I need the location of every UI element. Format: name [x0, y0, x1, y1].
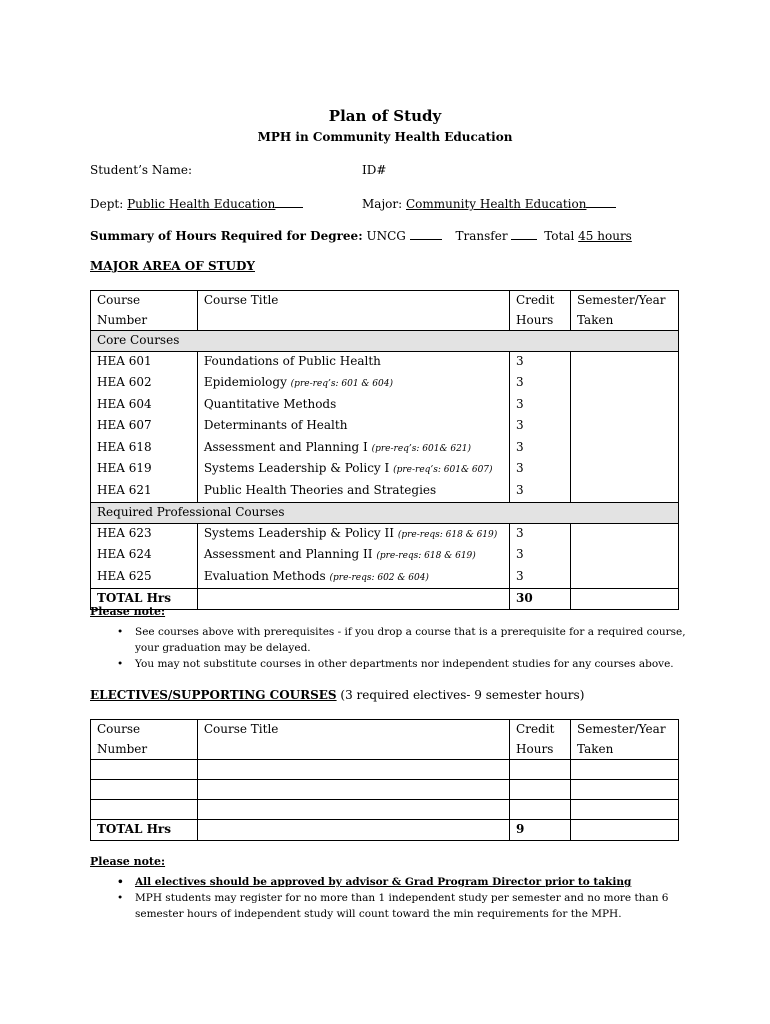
- course-title-cell: [197, 395, 509, 417]
- dept-value: Public Health Education: [127, 197, 276, 211]
- cell[interactable]: [571, 780, 679, 800]
- course-row: [91, 567, 679, 589]
- cell[interactable]: [510, 780, 571, 800]
- course-title-cell: [197, 438, 509, 460]
- course-title-cell: [197, 351, 509, 373]
- transfer-label: Transfer: [455, 229, 508, 243]
- cell[interactable]: [91, 780, 198, 800]
- total-value: 30: [510, 589, 571, 610]
- course-semester[interactable]: [570, 567, 678, 589]
- total-empty: [570, 589, 678, 610]
- elective-blank-row: [91, 800, 679, 820]
- course-title: Assessment and Planning II: [203, 547, 377, 561]
- dept-blank: [275, 195, 303, 208]
- course-number: HEA 604: [91, 395, 198, 417]
- major-value: Community Health Education: [406, 197, 587, 211]
- course-number: HEA 601: [91, 351, 198, 373]
- electives-table: [90, 719, 679, 841]
- course-prereq: (pre-reqs: 618 & 619): [376, 551, 476, 561]
- course-credits: 3: [510, 373, 571, 395]
- course-prereq: (pre-req’s: 601& 607): [393, 465, 493, 475]
- course-credits: 3: [510, 416, 571, 438]
- student-id-label: ID#: [362, 163, 387, 177]
- list-item: • MPH students may register for no more than 1 independent study per semester and no more than 6 semester hours of independent study will count toward the min requirements for the MPH.: [90, 890, 690, 922]
- course-number: HEA 624: [91, 545, 198, 567]
- total-empty: [571, 820, 679, 841]
- list-item: • See courses above with prerequisites - if you drop a course that is a prerequisite for a required course, your graduation may be delayed.: [90, 624, 690, 656]
- total-hours-value: 45 hours: [578, 229, 632, 243]
- table-header-row: [91, 291, 679, 331]
- col-semester-taken: Semester/Year Taken: [570, 291, 678, 331]
- cell[interactable]: [510, 760, 571, 780]
- course-row: [91, 395, 679, 417]
- table-header-row: [91, 720, 679, 760]
- total-empty: [197, 820, 509, 841]
- course-semester[interactable]: [570, 545, 678, 567]
- elective-blank-row: [91, 760, 679, 780]
- note1-list: [90, 624, 690, 672]
- note2-heading: Please note:: [90, 855, 166, 868]
- note1-heading: Please note:: [90, 605, 166, 618]
- course-semester[interactable]: [570, 416, 678, 438]
- cell[interactable]: [91, 800, 198, 820]
- course-semester[interactable]: [570, 523, 678, 545]
- course-title-cell: [197, 567, 509, 589]
- course-number: HEA 619: [91, 459, 198, 481]
- course-row: [91, 523, 679, 545]
- course-semester[interactable]: [570, 373, 678, 395]
- course-title-cell: [197, 373, 509, 395]
- group-label: Core Courses: [91, 331, 679, 352]
- course-title: Public Health Theories and Strategies: [203, 482, 437, 497]
- course-credits: 3: [510, 567, 571, 589]
- course-title: Epidemiology: [203, 375, 291, 389]
- course-row: [91, 459, 679, 481]
- major-blank: [586, 195, 616, 208]
- electives-heading-note: (3 required electives- 9 semester hours): [336, 688, 585, 702]
- list-item: • All electives should be approved by advisor & Grad Program Director prior to taking: [90, 874, 690, 890]
- major-area-table: [90, 290, 679, 610]
- cell[interactable]: [197, 760, 509, 780]
- col-course-title: Course Title: [197, 291, 509, 331]
- course-number: HEA 621: [91, 481, 198, 503]
- major-area-heading: MAJOR AREA OF STUDY: [90, 259, 255, 273]
- course-title: Quantitative Methods: [203, 396, 337, 411]
- course-credits: 3: [510, 351, 571, 373]
- summary-label: Summary of Hours Required for Degree:: [90, 229, 363, 243]
- course-title: Foundations of Public Health: [203, 353, 381, 368]
- student-name-label: Student’s Name:: [90, 163, 193, 177]
- uncg-label: UNCG: [366, 229, 406, 243]
- group-row-core: [91, 331, 679, 352]
- course-title: Assessment and Planning I: [203, 439, 372, 454]
- course-row: [91, 351, 679, 373]
- course-semester[interactable]: [570, 459, 678, 481]
- course-title-cell: [197, 523, 509, 545]
- note2-list: [90, 874, 690, 922]
- course-credits: 3: [510, 395, 571, 417]
- dept-field: [90, 195, 303, 211]
- course-semester[interactable]: [570, 395, 678, 417]
- course-row: [91, 438, 679, 460]
- course-credits: 3: [510, 438, 571, 460]
- total-label: Total: [544, 229, 575, 243]
- transfer-blank: [511, 227, 537, 240]
- hours-summary: [90, 227, 632, 243]
- course-prereq: (pre-req’s: 601 & 604): [290, 379, 393, 389]
- col-course-number: Course Number: [91, 291, 198, 331]
- course-semester[interactable]: [570, 438, 678, 460]
- course-semester[interactable]: [570, 351, 678, 373]
- major-label: Major:: [362, 197, 403, 211]
- course-title-cell: [197, 481, 509, 503]
- course-title: Evaluation Methods: [203, 568, 330, 583]
- col-semester-taken: Semester/Year Taken: [571, 720, 679, 760]
- page-subtitle: MPH in Community Health Education: [257, 130, 513, 144]
- course-number: HEA 623: [91, 523, 198, 545]
- col-course-title: Course Title: [197, 720, 509, 760]
- col-course-number: Course Number: [91, 720, 198, 760]
- total-value: 9: [510, 820, 571, 841]
- course-row: [91, 481, 679, 503]
- page-title: Plan of Study: [328, 107, 442, 125]
- course-number: HEA 607: [91, 416, 198, 438]
- uncg-blank: [410, 227, 442, 240]
- course-credits: 3: [510, 459, 571, 481]
- course-credits: 3: [510, 481, 571, 503]
- course-prereq: (pre-reqs: 602 & 604): [329, 572, 429, 583]
- course-row: [91, 416, 679, 438]
- course-title-cell: [197, 545, 509, 567]
- course-credits: 3: [510, 523, 571, 545]
- course-semester[interactable]: [570, 481, 678, 503]
- cell[interactable]: [510, 800, 571, 820]
- group-label: Required Professional Courses: [91, 503, 679, 524]
- course-number: HEA 625: [91, 567, 198, 589]
- list-item: • You may not substitute courses in other departments nor independent studies for any courses above.: [90, 656, 690, 672]
- cell[interactable]: [91, 760, 198, 780]
- total-empty: [197, 589, 509, 610]
- col-credit-hours: Credit Hours: [510, 720, 571, 760]
- cell[interactable]: [197, 780, 509, 800]
- course-title: Systems Leadership & Policy II: [203, 525, 398, 540]
- total-row: [91, 820, 679, 841]
- course-row: [91, 373, 679, 395]
- course-number: HEA 602: [91, 373, 198, 395]
- course-number: HEA 618: [91, 438, 198, 460]
- cell[interactable]: [197, 800, 509, 820]
- cell[interactable]: [571, 800, 679, 820]
- total-label: TOTAL Hrs: [91, 589, 198, 610]
- course-title-cell: [197, 459, 509, 481]
- group-row-professional: [91, 503, 679, 524]
- course-credits: 3: [510, 545, 571, 567]
- course-row: [91, 545, 679, 567]
- total-row: [91, 589, 679, 610]
- dept-label: Dept:: [90, 197, 124, 211]
- course-prereq: (pre-reqs: 618 & 619): [397, 529, 498, 540]
- total-label: TOTAL Hrs: [91, 820, 198, 841]
- course-title: Determinants of Health: [203, 418, 348, 432]
- course-title: Systems Leadership & Policy I: [203, 461, 394, 475]
- course-prereq: (pre-req’s: 601& 621): [371, 443, 472, 454]
- course-title-cell: [197, 416, 509, 438]
- electives-heading-line: [90, 688, 584, 702]
- electives-heading: ELECTIVES/SUPPORTING COURSES: [90, 688, 337, 702]
- col-credit-hours: Credit Hours: [510, 291, 571, 331]
- cell[interactable]: [571, 760, 679, 780]
- major-field: [362, 195, 616, 211]
- elective-blank-row: [91, 780, 679, 800]
